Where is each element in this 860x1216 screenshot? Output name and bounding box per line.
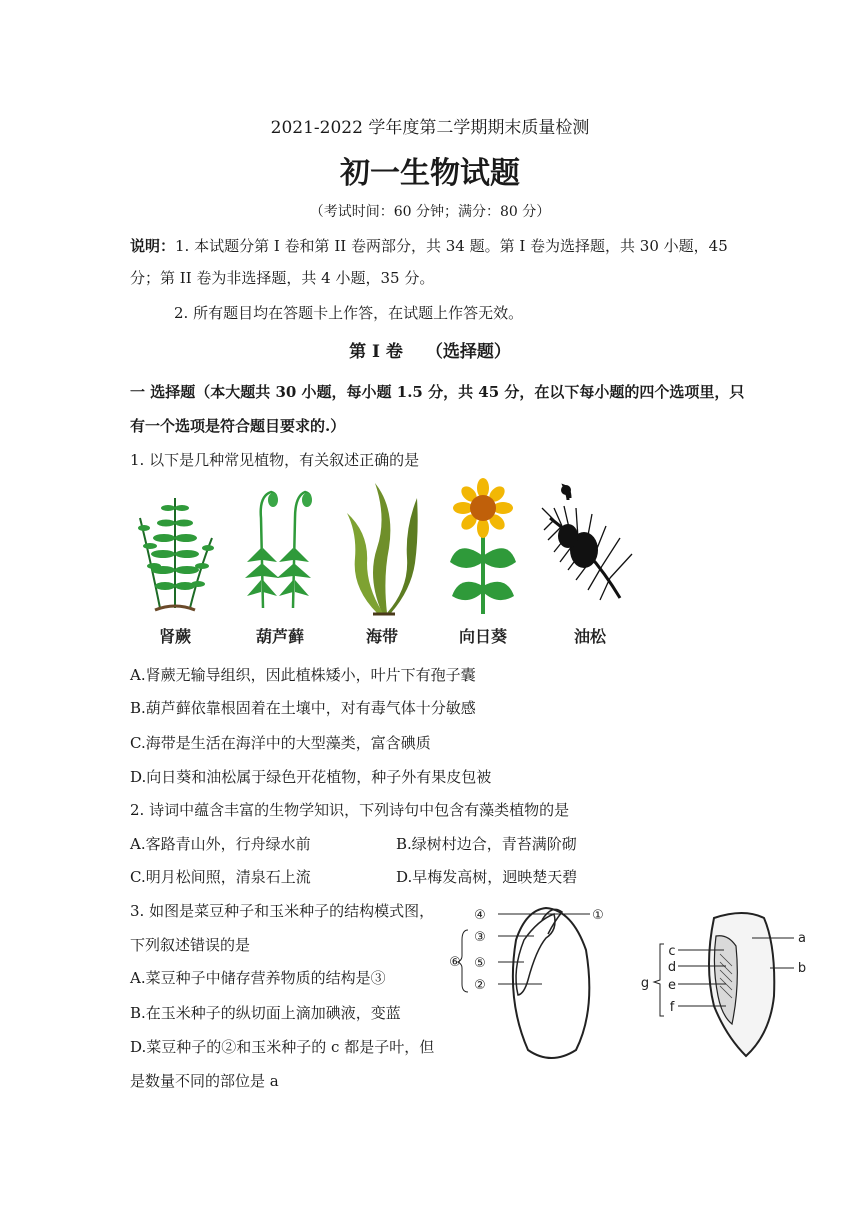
q3-option-b: B.在玉米种子的纵切面上滴加碘液，变蓝: [130, 1004, 401, 1022]
pine-plant: [540, 478, 630, 650]
kelp-plant: [337, 478, 427, 650]
q1-option-c: C.海带是生活在海洋中的大型藻类，富含碘质: [130, 734, 431, 752]
section-title: 第 I 卷 （选择题）: [349, 342, 511, 362]
fern-icon: [130, 478, 220, 618]
q2-option-b: B.绿树村边合，青苔满阶砌: [396, 835, 577, 853]
bean-label-2: ②: [474, 978, 486, 993]
q2-option-a: A.客路青山外，行舟绿水前: [130, 835, 311, 853]
corn-label-a: a: [798, 931, 806, 946]
q2-option-d: D.早梅发高树，迥映楚天碧: [396, 868, 578, 886]
sunflower-icon: [438, 478, 528, 618]
exam-term: 2021-2022 学年度第二学期期末质量检测: [270, 118, 590, 138]
corn-seed-diagram: [634, 906, 814, 1060]
plant-label-kelp: 海带: [365, 627, 398, 646]
sunflower-plant: [438, 478, 528, 650]
section-intro-1: 一 选择题（本大题共 30 小题，每小题 1.5 分，共 45 分，在以下每小题的四个选项里，只: [130, 383, 745, 401]
plant-label-fern: 肾蕨: [158, 627, 191, 646]
q3-stem-2: 下列叙述错误的是: [130, 936, 251, 954]
notes-label: 说明：: [130, 237, 176, 255]
q1-option-a: A.肾蕨无输导组织，因此植株矮小，叶片下有孢子囊: [130, 666, 476, 684]
q1-plant-figure: [130, 478, 650, 650]
corn-label-g: g: [640, 976, 650, 991]
pine-icon: [540, 478, 640, 618]
corn-label-b: b: [797, 961, 807, 976]
notes-line-1-cont: 分；第 II 卷为非选择题，共 4 小题，35 分。: [130, 269, 435, 287]
kelp-icon: [337, 478, 427, 618]
notes-line-1: [130, 236, 728, 256]
corn-label-f: f: [669, 1000, 675, 1015]
q2-option-c: C.明月松间照，清泉石上流: [130, 868, 311, 886]
page-title: 初一生物试题: [340, 156, 520, 191]
corn-label-c: c: [668, 944, 676, 959]
notes-line-2: 2. 所有题目均在答题卡上作答，在试题上作答无效。: [174, 304, 524, 322]
bean-seed-diagram: [446, 900, 616, 1066]
bean-label-6: ⑥: [449, 955, 461, 970]
plant-label-pine: 油松: [573, 627, 606, 646]
bean-label-4: ④: [474, 908, 486, 923]
bean-label-5: ⑤: [474, 956, 486, 971]
exam-info: （考试时间：60 分钟；满分：80 分）: [309, 204, 551, 220]
notes-text-1: 1. 本试题分第 I 卷和第 II 卷两部分，共 34 题。第 I 卷为选择题，共 30 小题，45: [175, 237, 728, 255]
q1-option-b: B.葫芦藓依靠根固着在土壤中，对有毒气体十分敏感: [130, 699, 476, 717]
q2-stem: 2. 诗词中蕴含丰富的生物学知识，下列诗句中包含有藻类植物的是: [130, 801, 570, 819]
moss-plant: [235, 478, 325, 650]
fern-plant: [130, 478, 220, 650]
q3-option-a: A.菜豆种子中储存营养物质的结构是③: [130, 969, 386, 987]
q1-stem: 1. 以下是几种常见植物，有关叙述正确的是: [130, 451, 420, 469]
plant-label-moss: 葫芦藓: [255, 627, 304, 646]
q3-stem-1: 3. 如图是菜豆种子和玉米种子的结构模式图，: [130, 902, 435, 920]
moss-icon: [235, 478, 325, 618]
corn-label-d: d: [667, 960, 677, 975]
bean-label-3: ③: [474, 930, 486, 945]
q3-option-d: D.菜豆种子的②和玉米种子的 c 都是子叶，但: [130, 1038, 435, 1056]
corn-label-e: e: [668, 978, 676, 993]
plant-label-sunflower: 向日葵: [458, 627, 507, 646]
q3-option-d-cont: 是数量不同的部位是 a: [130, 1072, 279, 1090]
section-intro-2: 有一个选项是符合题目要求的.）: [130, 417, 346, 435]
q1-option-d: D.向日葵和油松属于绿色开花植物，种子外有果皮包被: [130, 768, 492, 786]
bean-label-1: ①: [592, 908, 604, 923]
